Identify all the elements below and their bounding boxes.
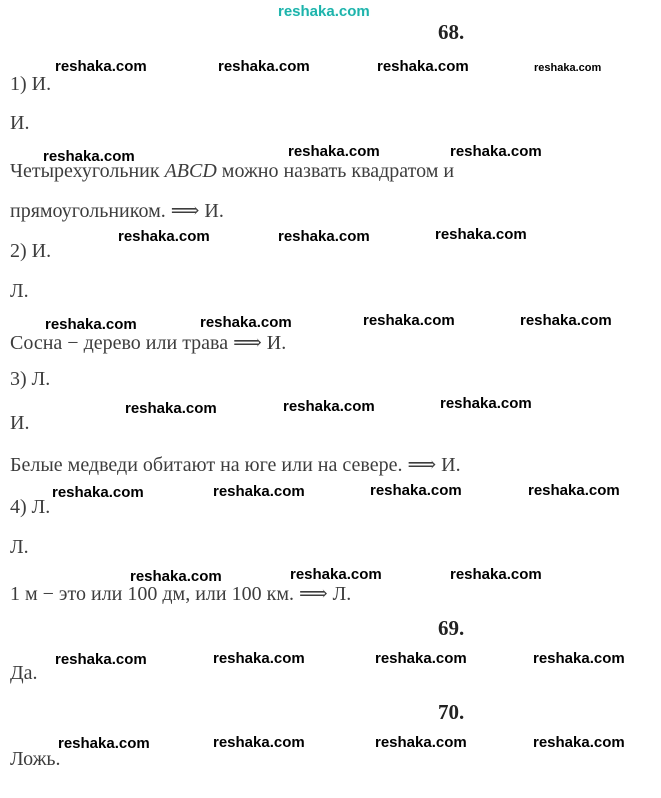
site-watermark: reshaka.com [58,735,150,752]
site-watermark: reshaka.com [213,734,305,751]
statement-line-1 [10,160,454,183]
statement-1-pre: Четырехугольник [10,160,165,182]
site-watermark: reshaka.com [528,482,620,499]
site-watermark: reshaka.com [213,650,305,667]
site-watermark: reshaka.com [520,312,612,329]
answer-70: Ложь. [10,748,61,770]
site-watermark: reshaka.com [363,312,455,329]
site-watermark: reshaka.com [125,400,217,417]
problem-number-70: 70. [438,700,465,724]
site-watermark: reshaka.com [278,228,370,245]
site-watermark: reshaka.com [450,143,542,160]
site-watermark: reshaka.com [375,734,467,751]
answer-line-4b: Л. [10,536,29,558]
site-watermark: reshaka.com [288,143,380,160]
site-watermark: reshaka.com [534,62,602,74]
site-watermark: reshaka.com [533,734,625,751]
site-watermark: reshaka.com [440,395,532,412]
site-watermark: reshaka.com [52,484,144,501]
site-watermark: reshaka.com [450,566,542,583]
answer-line-3a: 3) Л. [10,368,51,390]
statement-line-2: прямоугольником. ⟹ И. [10,200,224,222]
problem-number-69: 69. [438,616,465,640]
site-watermark: reshaka.com [213,483,305,500]
statement-line-4: Белые медведи обитают на юге или на севере. ⟹ И. [10,454,461,476]
site-watermark: reshaka.com [118,228,210,245]
site-watermark: reshaka.com [43,148,135,165]
statement-1-post: можно назвать квадратом и [216,160,455,182]
problem-number-68: 68. [438,20,465,44]
site-watermark: reshaka.com [45,316,137,333]
site-watermark: reshaka.com [55,651,147,668]
answer-line-2a: 2) И. [10,240,52,262]
site-watermark: reshaka.com [218,58,310,75]
statement-line-5: 1 м − это или 100 дм, или 100 км. ⟹ Л. [10,583,352,605]
site-watermark: reshaka.com [533,650,625,667]
answer-69: Да. [10,662,38,684]
statement-line-3: Сосна − дерево или трава ⟹ И. [10,332,287,354]
site-watermark: reshaka.com [435,226,527,243]
answer-line-1b: И. [10,112,30,134]
site-watermark: reshaka.com [375,650,467,667]
site-watermark: reshaka.com [283,398,375,415]
site-watermark: reshaka.com [130,568,222,585]
site-watermark: reshaka.com [290,566,382,583]
answer-line-1a: 1) И. [10,73,52,95]
site-watermark: reshaka.com [55,58,147,75]
answer-line-2b: Л. [10,280,29,302]
site-watermark: reshaka.com [377,58,469,75]
site-watermark: reshaka.com [200,314,292,331]
site-watermark: reshaka.com [370,482,462,499]
statement-1-variable: ABCD [164,160,217,182]
answer-line-3b: И. [10,412,30,434]
answer-line-4a: 4) Л. [10,496,51,518]
site-watermark-top: reshaka.com [278,3,370,20]
